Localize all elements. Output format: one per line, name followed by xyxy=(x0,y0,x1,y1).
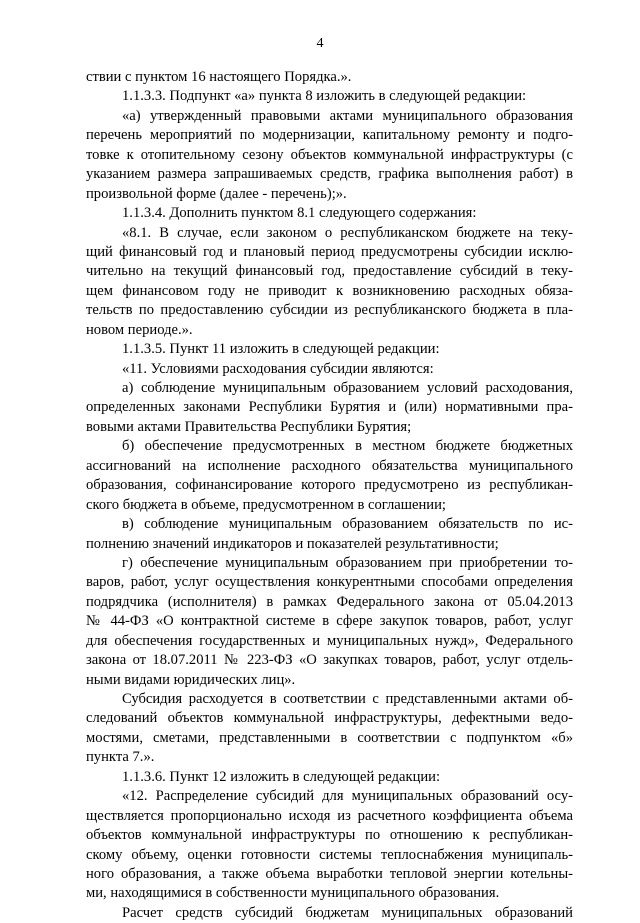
text-line: полнению значений индикаторов и показателей результативности; xyxy=(86,535,499,552)
text-line: в) соблюдение муниципальным образованием обязательств по ис- xyxy=(122,516,573,533)
text-line: следований объектов коммунальной инфраструктуры, дефектными ведо- xyxy=(86,710,573,727)
text-line: ассигнований на исполнение расходного обязательства муниципального xyxy=(86,457,573,474)
text-line: «11. Условиями расходования субсидии являются: xyxy=(122,360,434,377)
text-line: 1.1.3.6. Пункт 12 изложить в следующей редакции: xyxy=(122,768,441,785)
text-line: скому объему, оценки готовности системы теплоснабжения муниципаль- xyxy=(86,846,573,863)
text-line: 1.1.3.4. Дополнить пунктом 8.1 следующего содержания: xyxy=(122,205,477,222)
text-line: определенных законами Республики Бурятия и (или) нормативными пра- xyxy=(86,399,573,416)
text-line: вовыми актами Правительства Республики Бурятия; xyxy=(86,418,412,435)
text-line: ми, находящимися в собственности муниципального образования. xyxy=(86,885,500,902)
text-line: объектов коммунальной инфраструктуры по отношению к республикан- xyxy=(86,827,573,844)
text-line: ского бюджета в объеме, предусмотренном в соглашении; xyxy=(86,496,446,513)
text-line: щем финансовом году не приводит к возникновению расходных обяза- xyxy=(86,282,573,299)
text-line: «8.1. В случае, если законом о республиканском бюджете на теку- xyxy=(122,224,573,241)
document-body xyxy=(86,68,573,923)
text-line: ного образования, а также объема выработки тепловой энергии котельны- xyxy=(86,865,573,882)
text-line: указанием размера запрашиваемых средств, графика выполнения работ) в xyxy=(86,166,573,183)
page-number: 4 xyxy=(316,36,324,51)
text-line: тельств по предоставлению субсидии из республиканского бюджета в пла- xyxy=(86,302,573,319)
text-line: а) соблюдение муниципальным образованием условий расходования, xyxy=(122,380,573,396)
text-line: 1.1.3.3. Подпункт «а» пункта 8 изложить в следующей редакции: xyxy=(122,88,527,105)
text-line: перечень мероприятий по модернизации, капитальному ремонту и подго- xyxy=(86,127,573,144)
text-line: Субсидия расходуется в соответствии с представленными актами об- xyxy=(122,691,573,707)
text-line: г) обеспечение муниципальным образованием при приобретении то- xyxy=(122,554,573,571)
text-line: для обеспечения государственных и муниципальных нужд», Федерального xyxy=(86,632,573,649)
text-line: щий финансовый год и плановый период предусмотрены субсидии исклю- xyxy=(86,243,573,260)
text-line: мостями, сметами, представленными в соответствии с подпунктом «б» xyxy=(86,729,573,746)
text-line: товке к отопительному сезону объектов коммунальной инфраструктуры (с xyxy=(86,146,573,163)
text-line: ствии с пунктом 16 настоящего Порядка.». xyxy=(86,69,352,85)
text-line: «а) утвержденный правовыми актами муниципального образования xyxy=(122,107,573,124)
text-line: пункта 7.». xyxy=(86,749,155,766)
text-line: закона от 18.07.2011 № 223-ФЗ «О закупках товаров, работ, услуг отдель- xyxy=(86,652,573,669)
text-line: б) обеспечение предусмотренных в местном бюджете бюджетных xyxy=(122,438,573,455)
text-line: 1.1.3.5. Пункт 11 изложить в следующей редакции: xyxy=(122,341,440,358)
text-line: подрядчика (исполнителя) в рамках Федерального закона от 05.04.2013 xyxy=(86,593,573,610)
text-line: варов, работ, услуг осуществления конкурентными способами определения xyxy=(86,574,573,591)
text-line: Расчет средств субсидий бюджетам муниципальных образований xyxy=(122,904,573,921)
text-line: «12. Распределение субсидий для муниципальных образований осу- xyxy=(122,788,573,805)
text-line: № 44-ФЗ «О контрактной системе в сфере закупок товаров, работ, услуг xyxy=(86,613,573,630)
text-line: новом периоде.». xyxy=(86,321,193,338)
text-line: образования, софинансирование которого предусмотрено из республикан- xyxy=(86,477,573,494)
text-line: ществляется пропорционально исходя из расчетного коэффициента объема xyxy=(86,807,573,824)
text-line: чительно на текущий финансовый год, предоставление субсидий в теку- xyxy=(86,263,573,280)
text-line: произвольной форме (далее - перечень);». xyxy=(86,185,347,202)
text-line: ными видами юридических лиц». xyxy=(86,671,296,688)
